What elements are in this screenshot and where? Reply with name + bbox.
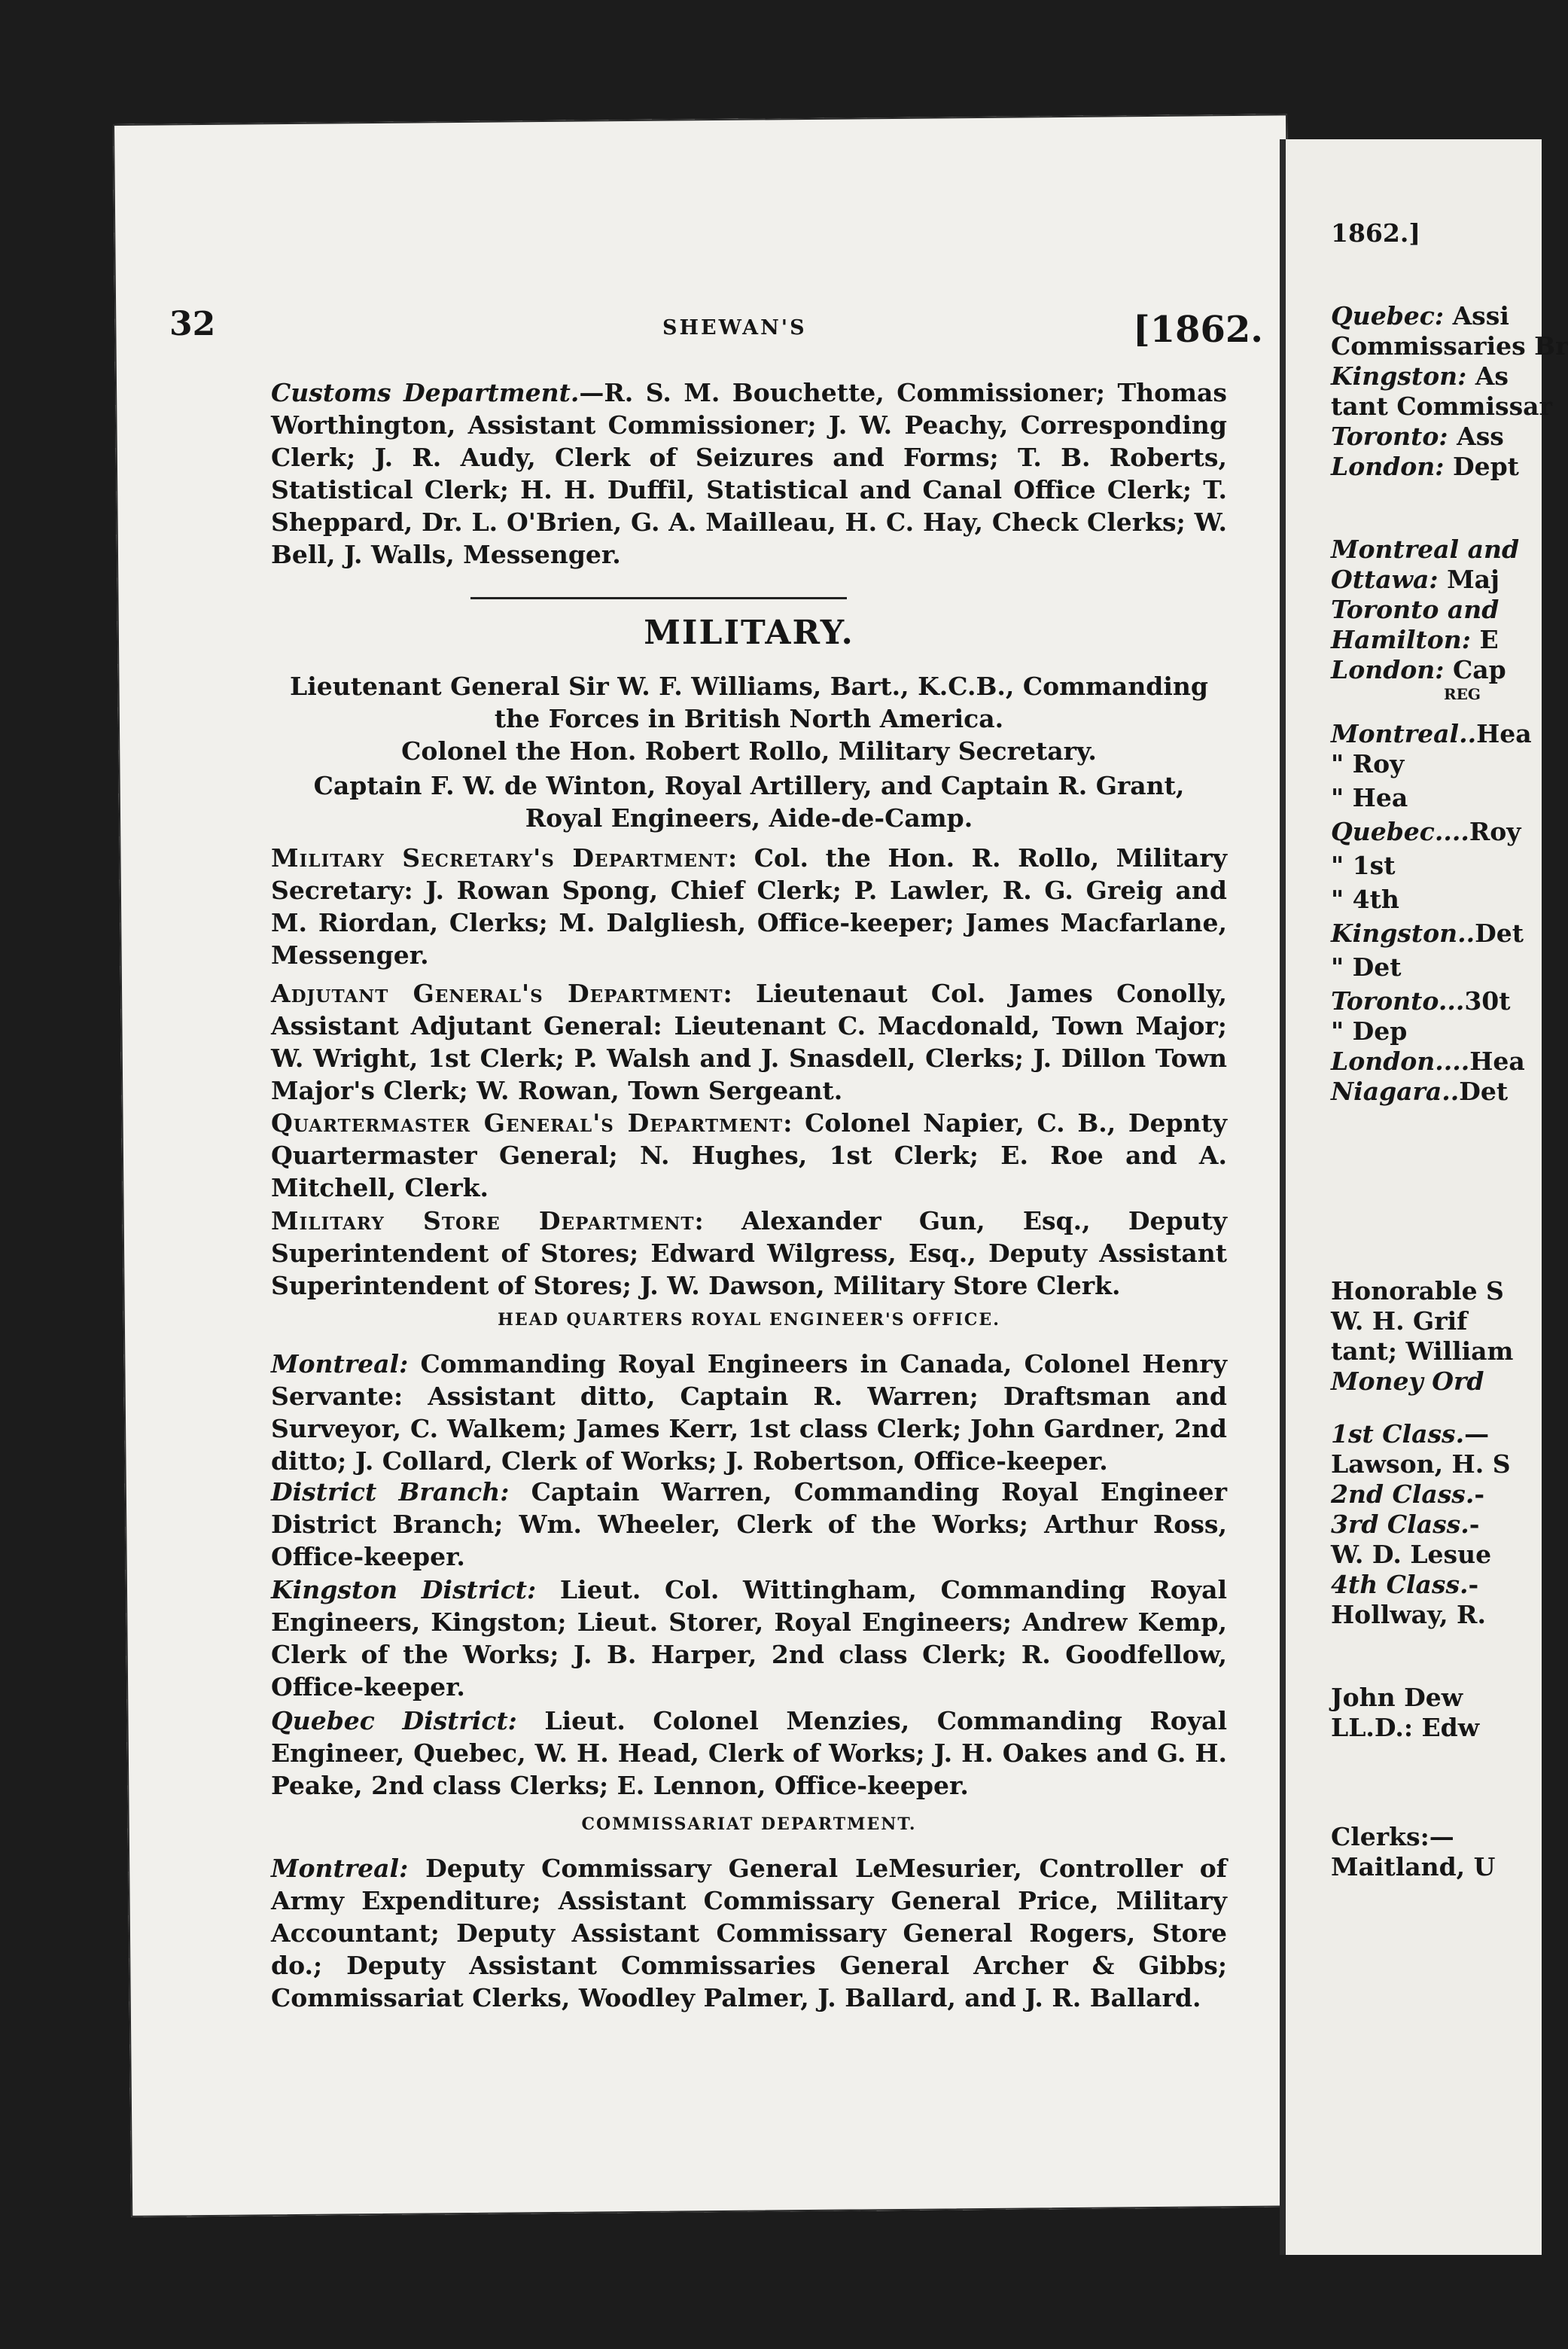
right-page-line: Hollway, R.	[1331, 1600, 1486, 1629]
right-page-line: Quebec....Roy	[1331, 817, 1521, 846]
right-page-line: London: Dept	[1331, 452, 1519, 481]
commissariat-paragraph: Montreal: Deputy Commissary General LeMesurier, Controller of Army Expenditure; Assistant Commissary General Price, Military Accountant; Deputy Assistant Commissary General Rogers, Store do.; Deputy Assistant Commissaries General Archer & Gibbs; Commissariat Clerks, Woodley Palmer, J. Ballard, and J. R. Ballard.	[271, 1854, 1227, 2012]
right-page-line: Clerks:—	[1331, 1822, 1454, 1851]
right-page-line: REG	[1444, 685, 1481, 703]
right-page	[1280, 139, 1568, 2255]
right-page-line: London....Hea	[1331, 1047, 1525, 1076]
right-page-line: " Roy	[1331, 749, 1405, 778]
quebec-paragraph: Quebec District: Lieut. Colonel Menzies, Commanding Royal Engineer, Quebec, W. H. Head, Clerk of Works; J. H. Oakes and G. H. Peake, 2nd class Clerks; E. Lennon, Office-keeper.	[271, 1706, 1227, 1800]
right-page-line: 2nd Class.-	[1331, 1479, 1485, 1509]
right-page-line: " 1st	[1331, 851, 1396, 880]
right-page-line: Montreal..Hea	[1331, 719, 1532, 748]
right-page-line: Toronto...30t	[1331, 986, 1511, 1016]
right-page-line: 1st Class.—	[1331, 1419, 1490, 1449]
right-page-line: " Hea	[1331, 783, 1408, 812]
right-page-line: Toronto: Ass	[1331, 422, 1504, 451]
page-number: 32	[169, 305, 216, 343]
right-page-line: tant; William	[1331, 1336, 1514, 1366]
district-branch-paragraph: District Branch: Captain Warren, Commanding Royal Engineer District Branch; Wm. Wheeler, Clerk of the Works; Arthur Ross, Office-keeper.	[271, 1477, 1227, 1571]
adjutant-paragraph: Adjutant General's Department: Lieutenaut Col. James Conolly, Assistant Adjutant General: Lieutenant C. Macdonald, Town Major; W. Wright, 1st Clerk; P. Walsh and J. Snasdell, Clerks; J. Dillon Town Major's Clerk; W. Rowan, Town Sergeant.	[271, 979, 1227, 1105]
right-page-line: John Dew	[1331, 1683, 1463, 1712]
right-page-line: Ottawa: Maj	[1331, 565, 1499, 594]
montreal-engineers-paragraph: Montreal: Commanding Royal Engineers in Canada, Colonel Henry Servante: Assistant ditto, Captain R. Warren; Draftsman and Surveyor, C. Walkem; James Kerr, 1st class Clerk; John Gardner, 2nd ditto; J. Collard, Clerk of Works; J. Robertson, Office-keeper.	[271, 1349, 1227, 1476]
right-page-line: Niagara..Det	[1331, 1077, 1509, 1106]
military-heading: MILITARY.	[644, 614, 854, 652]
right-page-line: W. D. Lesue	[1331, 1540, 1492, 1569]
military-secretary-paragraph: Military Secretary's Department: Col. the Hon. R. Rollo, Military Secretary: J. Rowan Spong, Chief Clerk; P. Lawler, R. G. Greig and M. Riordan, Clerks; M. Dalgliesh, Office-keeper; James Macfarlane, Messenger.	[271, 843, 1227, 970]
right-page-line: Money Ord	[1331, 1366, 1484, 1396]
commissariat-heading: COMMISSARIAT DEPARTMENT.	[581, 1814, 917, 1834]
page-year: [1862.	[1133, 309, 1264, 351]
right-page-line: " 4th	[1331, 885, 1399, 914]
right-page-line: Hamilton: E	[1331, 625, 1499, 654]
right-page-line: W. H. Grif	[1331, 1306, 1468, 1336]
running-title: SHEWAN'S	[662, 316, 807, 340]
right-page-line: tant Commissar	[1331, 392, 1552, 421]
section-rule	[470, 597, 847, 599]
right-page-line: " Dep	[1331, 1016, 1408, 1046]
right-page-line: LL.D.: Edw	[1331, 1713, 1480, 1742]
military-line-1: Lieutenant General Sir W. F. Williams, Bart., K.C.B., Commanding the Forces in British North America.	[290, 672, 1208, 733]
military-line-2: Colonel the Hon. Robert Rollo, Military Secretary.	[401, 736, 1097, 766]
right-page-line: Commissaries Br	[1331, 331, 1568, 361]
right-page-line: Kingston..Det	[1331, 919, 1524, 948]
right-page-line: " Det	[1331, 952, 1402, 982]
right-page-line: Toronto and	[1331, 595, 1499, 624]
right-page-line: Quebec: Assi	[1331, 301, 1509, 331]
right-page-line: London: Cap	[1331, 655, 1506, 684]
right-page-line: Montreal and	[1331, 535, 1520, 564]
right-page-line: 1862.]	[1331, 218, 1420, 248]
engineers-heading: HEAD QUARTERS ROYAL ENGINEER'S OFFICE.	[498, 1310, 1000, 1330]
quartermaster-paragraph: Quartermaster General's Department: Colonel Napier, C. B., Depnty Quartermaster General; N. Hughes, 1st Clerk; E. Roe and A. Mitchell, Clerk.	[271, 1108, 1227, 1202]
right-page-line: 3rd Class.-	[1331, 1510, 1480, 1539]
right-page-line: Honorable S	[1331, 1276, 1504, 1306]
military-store-paragraph: Military Store Department: Alexander Gun, Esq., Deputy Superintendent of Stores; Edward Wilgress, Esq., Deputy Assistant Superintendent of Stores; J. W. Dawson, Military Store Clerk.	[271, 1206, 1227, 1300]
military-line-3: Captain F. W. de Winton, Royal Artillery, and Captain R. Grant, Royal Engineers, Aide-de-Camp.	[313, 771, 1185, 833]
right-page-line: Lawson, H. S	[1331, 1449, 1511, 1479]
right-page-line: Maitland, U	[1331, 1852, 1496, 1881]
kingston-paragraph: Kingston District: Lieut. Col. Wittingham, Commanding Royal Engineers, Kingston; Lieut. Storer, Royal Engineers; Andrew Kemp, Clerk of the Works; J. B. Harper, 2nd class Clerk; R. Goodfellow, Office-keeper.	[271, 1575, 1227, 1702]
customs-paragraph: Customs Department.—R. S. M. Bouchette, Commissioner; Thomas Worthington, Assistant Commissioner; J. W. Peachy, Corresponding Clerk; J. R. Audy, Clerk of Seizures and Forms; T. B. Roberts, Statistical Clerk; H. H. Duffil, Statistical and Canal Office Clerk; T. Sheppard, Dr. L. O'Brien, G. A. Mailleau, H. C. Hay, Check Clerks; W. Bell, J. Walls, Messenger.	[271, 378, 1227, 569]
right-page-line: 4th Class.-	[1331, 1570, 1479, 1599]
right-page-line: Kingston: As	[1331, 361, 1509, 391]
